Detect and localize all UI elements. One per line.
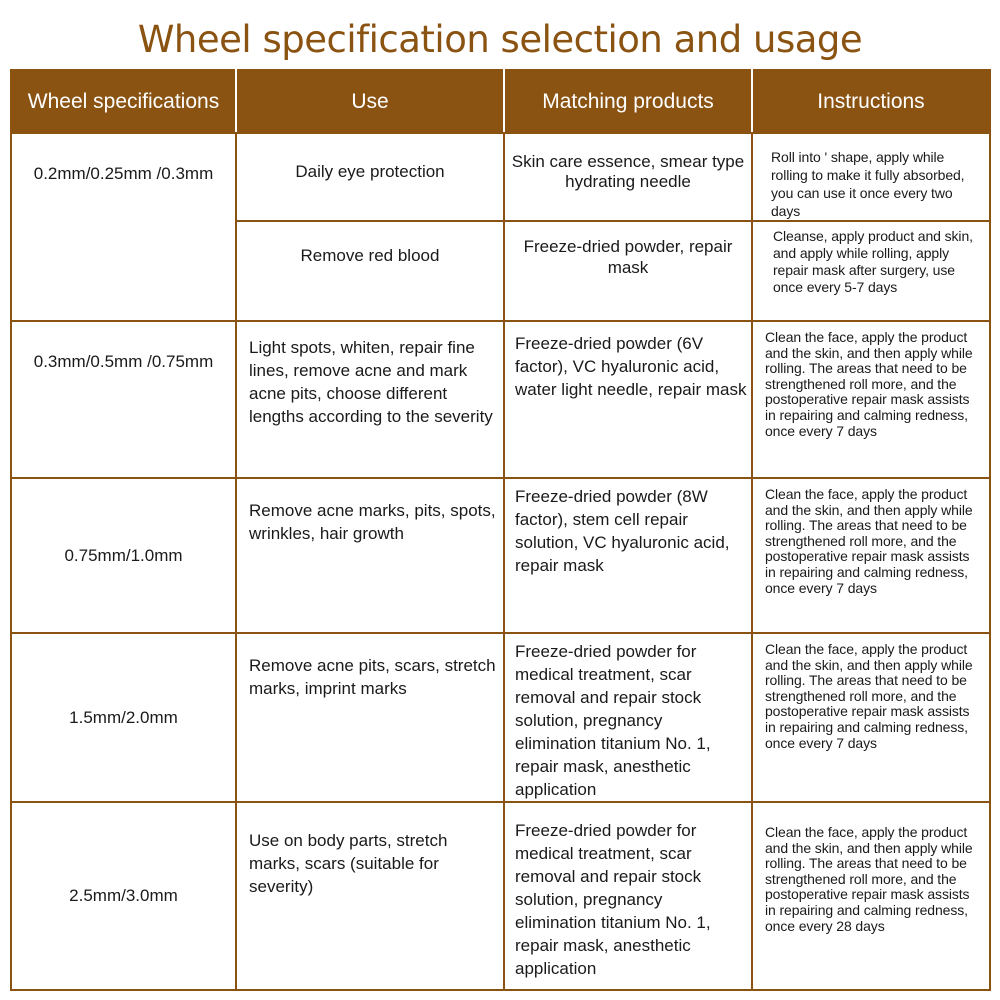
table-row xyxy=(11,321,990,478)
cell-use: Remove acne pits, scars, stretch marks, imprint marks xyxy=(236,633,504,802)
cell-products: Freeze-dried powder for medical treatment, scar removal and repair stock solution, pregnancy elimination titanium No. 1, repair mask, anesthetic application xyxy=(504,802,752,990)
table-row xyxy=(11,802,990,990)
cell-instructions: Cleanse, apply product and skin, and apply while rolling, apply repair mask after surgery, use once every 5-7 days xyxy=(752,221,990,321)
cell-use: Remove acne marks, pits, spots, wrinkles, hair growth xyxy=(236,478,504,633)
header-use: Use xyxy=(236,70,504,133)
cell-spec: 0.2mm/0.25mm /0.3mm xyxy=(11,133,236,321)
page-title: Wheel specification selection and usage xyxy=(137,18,863,61)
cell-instructions: Clean the face, apply the product and the skin, and then apply while rolling. The areas that need to be strengthened roll more, and the postoperative repair mask assists in repairing and calming redness, once every 28 days xyxy=(752,802,990,990)
header-instructions: Instructions xyxy=(752,70,990,133)
cell-spec: 1.5mm/2.0mm xyxy=(11,633,236,802)
cell-products: Skin care essence, smear type hydrating needle xyxy=(504,133,752,221)
header-products: Matching products xyxy=(504,70,752,133)
cell-products: Freeze-dried powder for medical treatment, scar removal and repair stock solution, pregnancy elimination titanium No. 1, repair mask, anesthetic application xyxy=(504,633,752,802)
cell-instructions: Clean the face, apply the product and the skin, and then apply while rolling. The areas that need to be strengthened roll more, and the postoperative repair mask assists in repairing and calming redness, once every 7 days xyxy=(752,478,990,633)
cell-use: Light spots, whiten, repair fine lines, remove acne and mark acne pits, choose different lengths according to the severity xyxy=(236,321,504,478)
table-row xyxy=(11,133,990,221)
cell-use: Use on body parts, stretch marks, scars (suitable for severity) xyxy=(236,802,504,990)
header-row xyxy=(11,70,990,133)
cell-instructions: Clean the face, apply the product and the skin, and then apply while rolling. The areas that need to be strengthened roll more, and the postoperative repair mask assists in repairing and calming redness, once every 7 days xyxy=(752,321,990,478)
cell-products: Freeze-dried powder (8W factor), stem cell repair solution, VC hyaluronic acid, repair mask xyxy=(504,478,752,633)
header-spec: Wheel specifications xyxy=(11,70,236,133)
cell-spec: 2.5mm/3.0mm xyxy=(11,802,236,990)
cell-instructions: Roll into ' shape, apply while rolling to make it fully absorbed, you can use it once every two days xyxy=(752,133,990,221)
cell-use: Remove red blood xyxy=(236,221,504,321)
cell-instructions: Clean the face, apply the product and the skin, and then apply while rolling. The areas that need to be strengthened roll more, and the postoperative repair mask assists in repairing and calming redness, once every 7 days xyxy=(752,633,990,802)
cell-products: Freeze-dried powder, repair mask xyxy=(504,221,752,321)
cell-products: Freeze-dried powder (6V factor), VC hyaluronic acid, water light needle, repair mask xyxy=(504,321,752,478)
cell-use: Daily eye protection xyxy=(236,133,504,221)
table-row xyxy=(11,478,990,633)
cell-spec: 0.3mm/0.5mm /0.75mm xyxy=(11,321,236,478)
cell-spec: 0.75mm/1.0mm xyxy=(11,478,236,633)
table-row xyxy=(11,633,990,802)
spec-table xyxy=(10,69,991,991)
table-body xyxy=(11,133,990,990)
table-header xyxy=(11,70,990,133)
